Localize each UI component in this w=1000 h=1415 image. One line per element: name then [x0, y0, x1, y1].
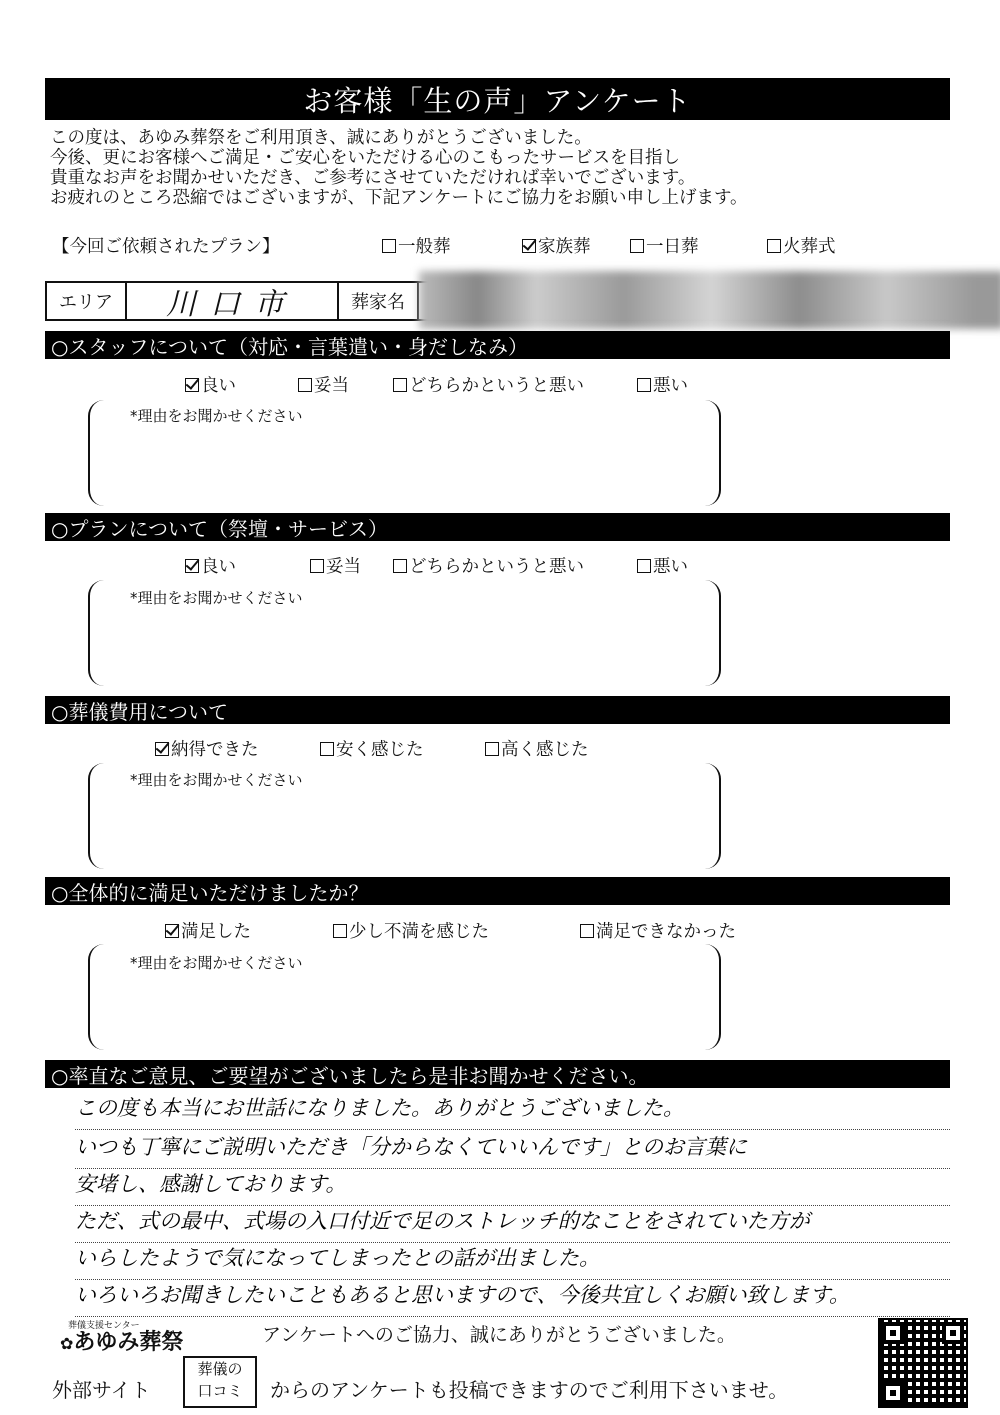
checkbox-checked[interactable]	[185, 559, 199, 573]
intro-line: 今後、更にお客様へご満足・ご安心をいただける心のこもったサービスを目指し	[50, 148, 680, 168]
checkbox[interactable]	[485, 742, 499, 756]
overall-option-not-satisfied[interactable]: 満足できなかった	[580, 918, 736, 943]
overall-reason-label: *理由をお聞かせください	[130, 954, 303, 972]
family-name-label: 葬家名	[339, 283, 419, 319]
redacted-name-blur	[419, 271, 1000, 329]
plan-label: 【今回ご依頼されたプラン】	[52, 237, 280, 257]
opinion-handwritten-line: いつも丁寧にご説明いただき「分からなくていいんです」とのお言葉に	[75, 1132, 950, 1169]
survey-title: お客様「生の声」アンケート	[45, 78, 950, 120]
checkbox[interactable]	[298, 378, 312, 392]
external-site-text: からのアンケートも投稿できますのでご利用下さいませ。	[270, 1378, 789, 1402]
opinion-handwritten-line: この度も本当にお世話になりました。ありがとうございました。	[75, 1093, 950, 1130]
area-value: 川口市	[127, 283, 339, 319]
intro-text	[50, 128, 950, 208]
section-staff-header: ○スタッフについて（対応・言葉遣い・身だしなみ）	[45, 331, 950, 359]
thanks-text: アンケートへのご協力、誠にありがとうございました。	[262, 1324, 736, 1346]
checkbox-checked[interactable]	[185, 378, 199, 392]
checkbox[interactable]	[382, 239, 396, 253]
opinion-handwritten-line: ただ、式の最中、式場の入口付近で足のストレッチ的なことをされていた方が	[75, 1206, 950, 1243]
opinion-handwritten-line: いろいろお聞きしたいこともあると思いますので、今後共宜しくお願い致します。	[75, 1280, 950, 1317]
kuchikomi-logo[interactable]: 葬儀の 口コミ	[183, 1356, 257, 1408]
checkbox-checked[interactable]	[155, 742, 169, 756]
area-table	[45, 281, 950, 321]
staff-option-bad[interactable]: 悪い	[637, 372, 688, 397]
qr-finder-icon	[942, 1322, 964, 1344]
cost-option-expensive[interactable]: 高く感じた	[485, 736, 589, 761]
section-cost-header: ○葬儀費用について	[45, 696, 950, 724]
cost-option-satisfied[interactable]: 納得できた	[155, 736, 259, 761]
flower-icon: ✿	[60, 1334, 74, 1353]
checkbox[interactable]	[637, 559, 651, 573]
cost-reason-label: *理由をお聞かせください	[130, 771, 303, 789]
checkbox[interactable]	[767, 239, 781, 253]
staff-option-somewhat-bad[interactable]: どちらかというと悪い	[393, 372, 584, 397]
opinion-handwritten-line: いらしたようで気になってしまったとの話が出ました。	[75, 1243, 950, 1280]
section-opinion-header: ○率直なご意見、ご要望がございましたら是非お聞かせください。	[45, 1060, 950, 1088]
checkbox[interactable]	[320, 742, 334, 756]
plan-reason-label: *理由をお聞かせください	[130, 589, 303, 607]
plan-option-cremation[interactable]: 火葬式	[767, 233, 836, 258]
checkbox[interactable]	[310, 559, 324, 573]
plan-eval-option-bad[interactable]: 悪い	[637, 553, 688, 578]
qr-code-icon[interactable]	[878, 1318, 968, 1408]
checkbox[interactable]	[637, 378, 651, 392]
cost-option-cheap[interactable]: 安く感じた	[320, 736, 424, 761]
staff-option-good[interactable]: 良い	[185, 372, 236, 397]
overall-option-satisfied[interactable]: 満足した	[165, 918, 251, 943]
family-name-field	[419, 283, 948, 319]
plan-eval-option-fair[interactable]: 妥当	[310, 553, 361, 578]
checkbox[interactable]	[333, 924, 347, 938]
external-site-label: 外部サイト	[52, 1378, 151, 1402]
opinion-handwritten-line: 安堵し、感謝しております。	[75, 1169, 950, 1206]
intro-line: この度は、あゆみ葬祭をご利用頂き、誠にありがとうございました。	[50, 128, 592, 148]
checkbox[interactable]	[393, 378, 407, 392]
area-label: エリア	[47, 283, 127, 319]
checkbox-checked[interactable]	[165, 924, 179, 938]
company-logo: ✿あゆみ葬祭	[60, 1330, 184, 1355]
checkbox[interactable]	[630, 239, 644, 253]
plan-option-oneday[interactable]: 一日葬	[630, 233, 699, 258]
staff-reason-label: *理由をお聞かせください	[130, 407, 303, 425]
section-plan-header: ○プランについて（祭壇・サービス）	[45, 513, 950, 541]
plan-eval-option-somewhat-bad[interactable]: どちらかというと悪い	[393, 553, 584, 578]
plan-option-family[interactable]: 家族葬	[522, 233, 591, 258]
plan-option-general[interactable]: 一般葬	[382, 233, 451, 258]
staff-option-fair[interactable]: 妥当	[298, 372, 349, 397]
checkbox-checked[interactable]	[522, 239, 536, 253]
checkbox[interactable]	[393, 559, 407, 573]
logo-subtitle: 葬儀支援センター	[68, 1321, 140, 1331]
qr-finder-icon	[882, 1322, 904, 1344]
overall-option-slightly-dissatisfied[interactable]: 少し不満を感じた	[333, 918, 489, 943]
section-overall-header: ○全体的に満足いただけましたか？	[45, 877, 950, 905]
checkbox[interactable]	[580, 924, 594, 938]
intro-line: 貴重なお声をお聞かせいただき、ご参考にさせていただければ幸いでございます。	[50, 168, 696, 188]
qr-finder-icon	[882, 1382, 904, 1404]
plan-eval-option-good[interactable]: 良い	[185, 553, 236, 578]
intro-line: お疲れのところ恐縮ではございますが、下記アンケートにご協力をお願い申し上げます。	[50, 188, 748, 208]
